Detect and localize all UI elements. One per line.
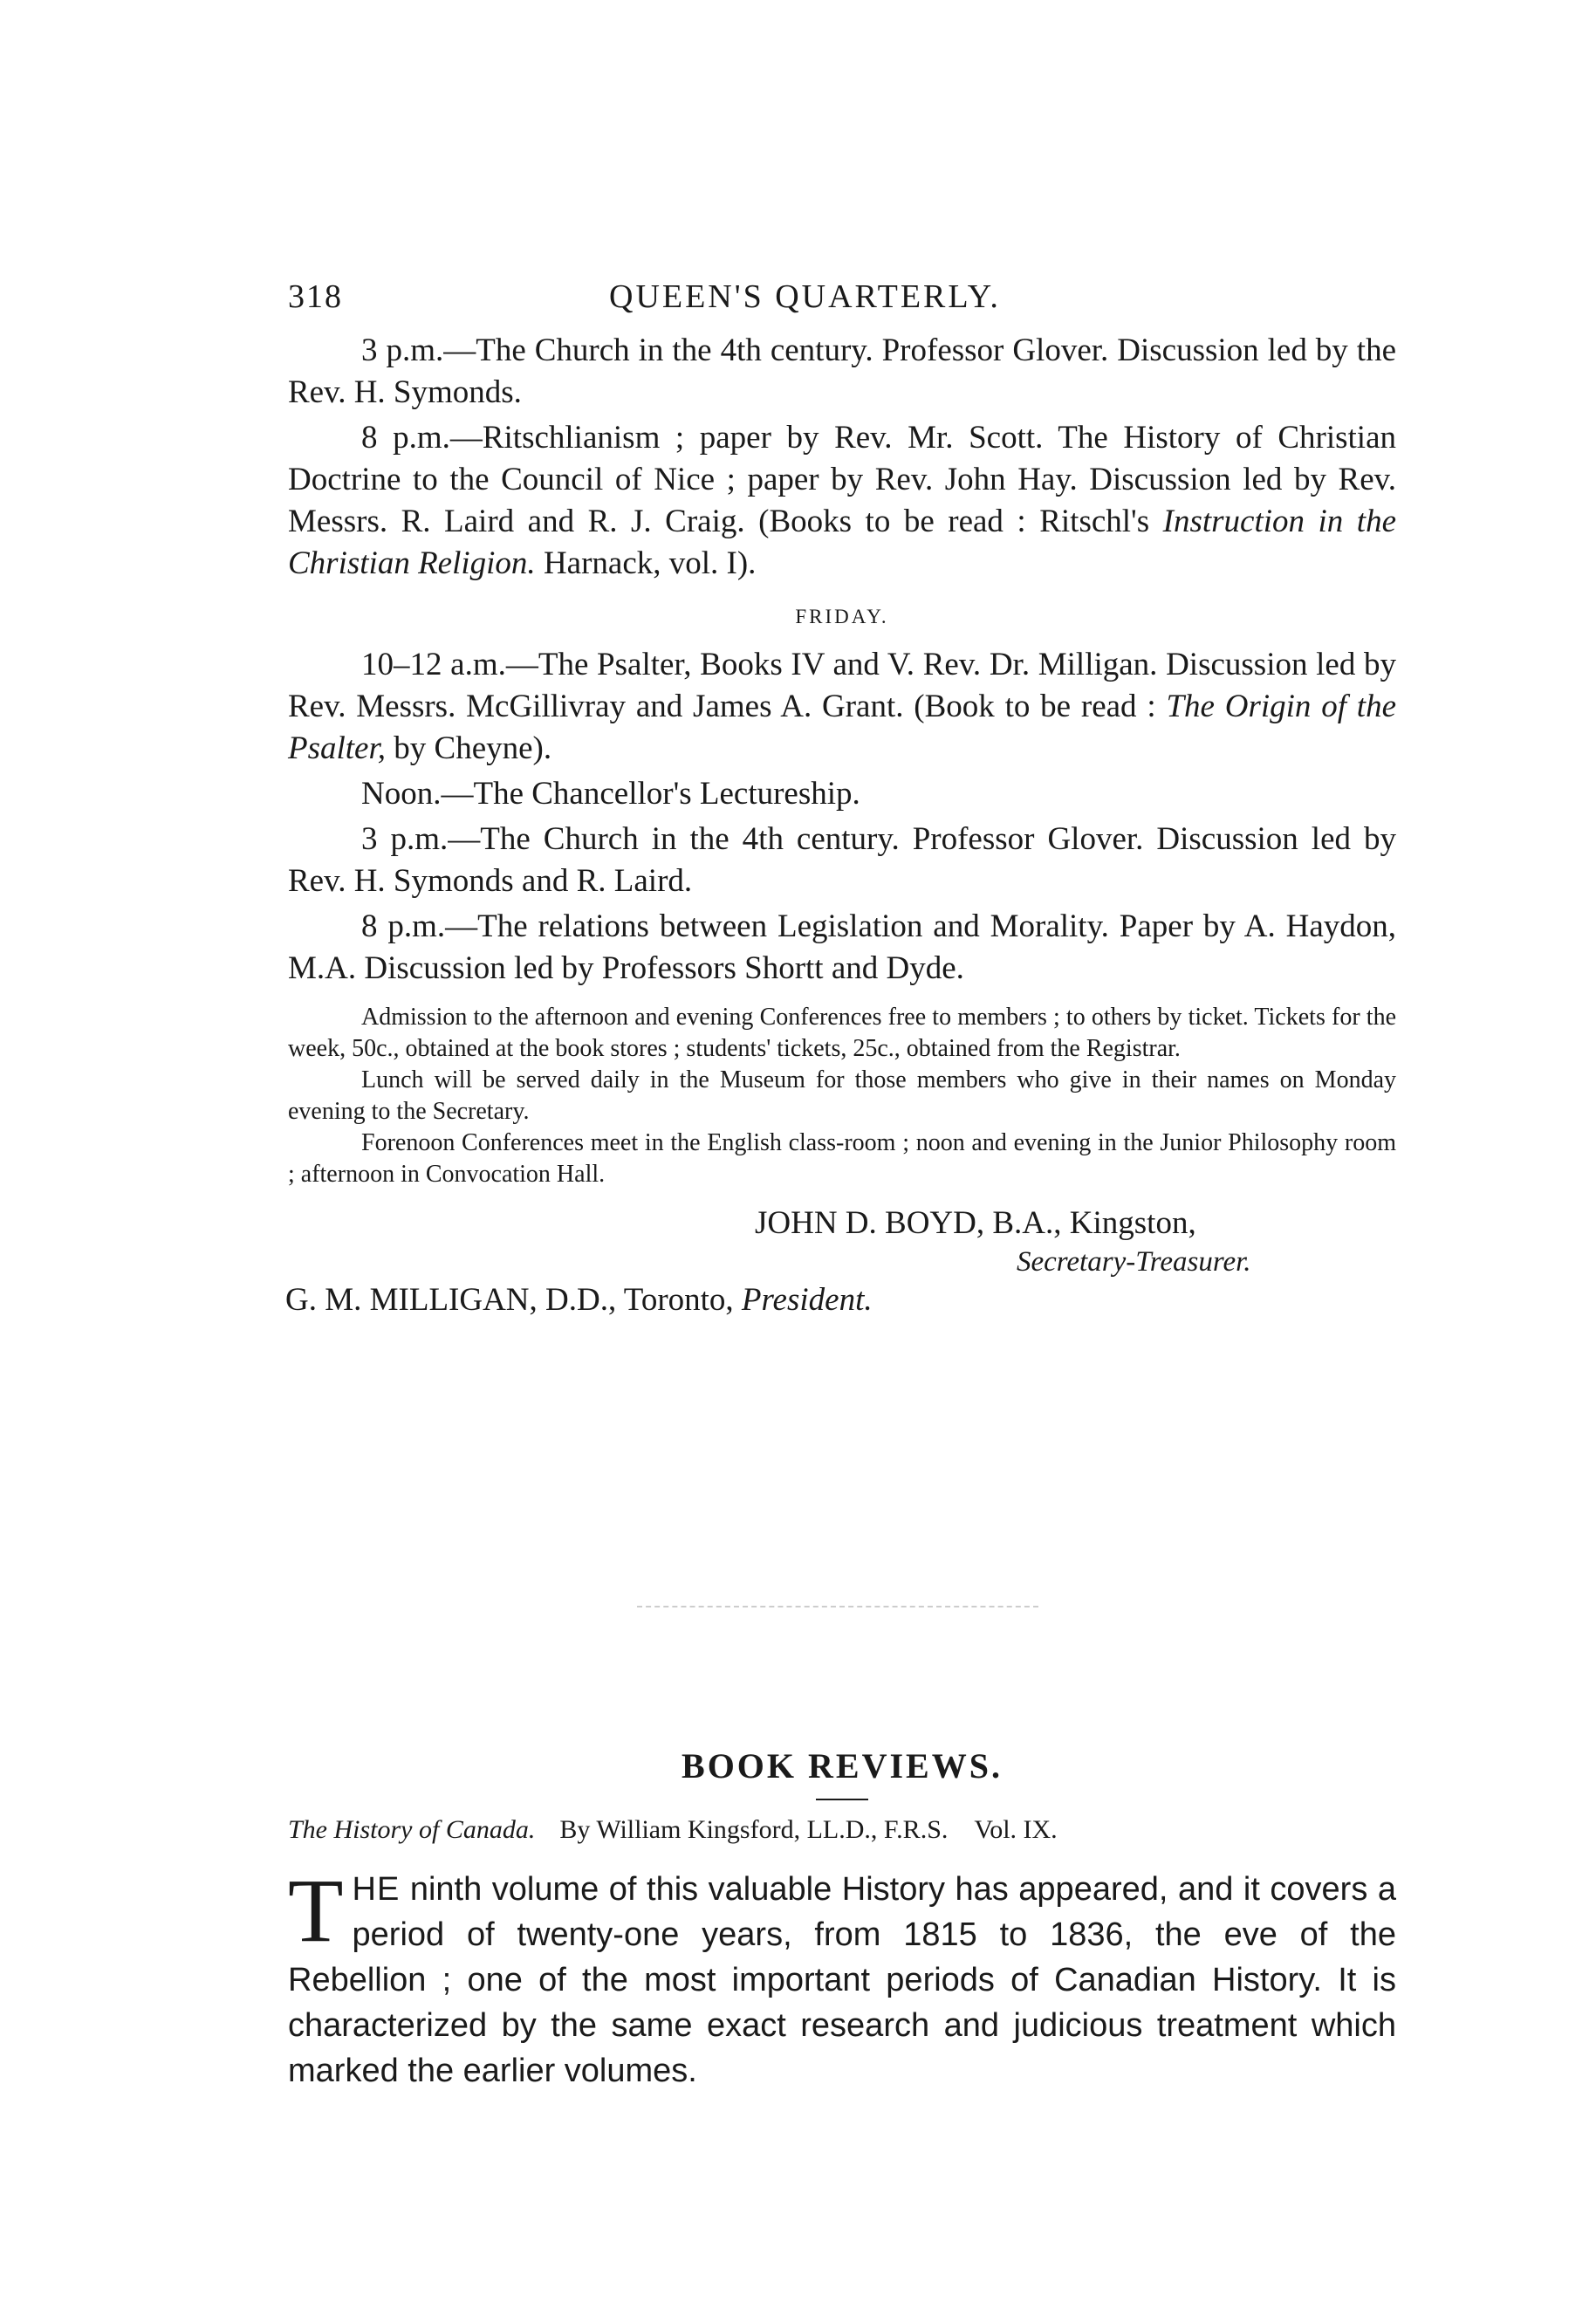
president-role: President. xyxy=(741,1282,873,1318)
friday-morning-text: 10–12 a.m.—The Psalter, Books IV and V. Rev. Dr. Milligan. Discussion led by Rev. Messrs. McGillivray and James A. Grant. (Book to be read : xyxy=(288,647,1396,724)
opening-caps: HE xyxy=(352,1871,401,1908)
notice-rooms: Forenoon Conferences meet in the English class-room ; noon and evening in the Junior Philosophy room ; afternoon in Convocation Hall. xyxy=(288,1129,1396,1188)
review-book-title: The History of Canada. xyxy=(288,1815,536,1844)
friday-morning-tail: by Cheyne). xyxy=(386,730,552,766)
review-citation xyxy=(288,1813,1396,1847)
friday-item-morning xyxy=(288,644,1396,770)
heading-rule xyxy=(816,1799,868,1800)
book-reviews-heading: BOOK REVIEWS. xyxy=(682,1746,1003,1786)
page-number: 318 xyxy=(288,278,343,315)
secretary-role: Secretary-Treasurer. xyxy=(1017,1246,1251,1278)
president-line xyxy=(285,1281,873,1320)
friday-item-afternoon: 3 p.m.—The Church in the 4th century. Professor Glover. Discussion led by Rev. H. Symonds and R. Laird. xyxy=(288,821,1396,899)
drop-cap: T xyxy=(288,1861,344,1961)
thursday-evening-text: 8 p.m.—Ritschlianism ; paper by Rev. Mr. Scott. The History of Christian Doctrine to the Council of Nice ; paper by Rev. John Hay. Discussion led by Rev. Messrs. R. Laird and R. J. Craig. (Books to be read : Ritschl's xyxy=(288,420,1396,539)
book-reviews-section xyxy=(288,1745,1396,2094)
friday-book-title: The Origin of the Psalter, xyxy=(288,689,1396,766)
friday-heading: FRIDAY. xyxy=(795,606,889,627)
thursday-evening-tail: Harnack, vol. I). xyxy=(535,545,757,581)
section-divider xyxy=(637,1606,1038,1611)
running-head xyxy=(288,278,1396,330)
review-text: ninth volume of this valuable History has appeared, and it covers a period of twenty-one years, from 1815 to 1836, the eve of the Rebellion ; one of the most important periods of Canadian History. It is characterized by the same exact research and judicious treatment which marked the earlier volumes. xyxy=(288,1871,1396,2089)
thursday-item-afternoon: 3 p.m.—The Church in the 4th century. Professor Glover. Discussion led by the Rev. H. Symonds. xyxy=(288,332,1396,410)
friday-item-evening: 8 p.m.—The relations between Legislation and Morality. Paper by A. Haydon, M.A. Discussion led by Professors Shortt and Dyde. xyxy=(288,908,1396,986)
notice-admission: Admission to the afternoon and evening Conferences free to members ; to others by ticket. Tickets for the week, 50c., obtained at the book stores ; students' tickets, 25c., obtained from the Registrar. xyxy=(288,1004,1396,1062)
review-body xyxy=(288,1861,1396,2094)
notice-lunch: Lunch will be served daily in the Museum for those members who give in their names on Monday evening to the Secretary. xyxy=(288,1066,1396,1125)
journal-title: QUEEN'S QUARTERLY. xyxy=(609,278,1001,315)
signature-block xyxy=(285,1204,1396,1326)
thursday-book-title: Instruction in the Christian Religion. xyxy=(288,504,1396,581)
review-book-volume: Vol. IX. xyxy=(974,1815,1058,1844)
secretary-name: JOHN D. BOYD, B.A., Kingston, xyxy=(755,1205,1196,1241)
page-content xyxy=(285,278,1396,1326)
president-name: G. M. MILLIGAN, D.D., Toronto, xyxy=(285,1282,742,1318)
review-book-author: By William Kingsford, LL.D., F.R.S. xyxy=(559,1815,949,1844)
thursday-item-evening xyxy=(288,417,1396,585)
friday-item-noon: Noon.—The Chancellor's Lectureship. xyxy=(361,776,860,812)
